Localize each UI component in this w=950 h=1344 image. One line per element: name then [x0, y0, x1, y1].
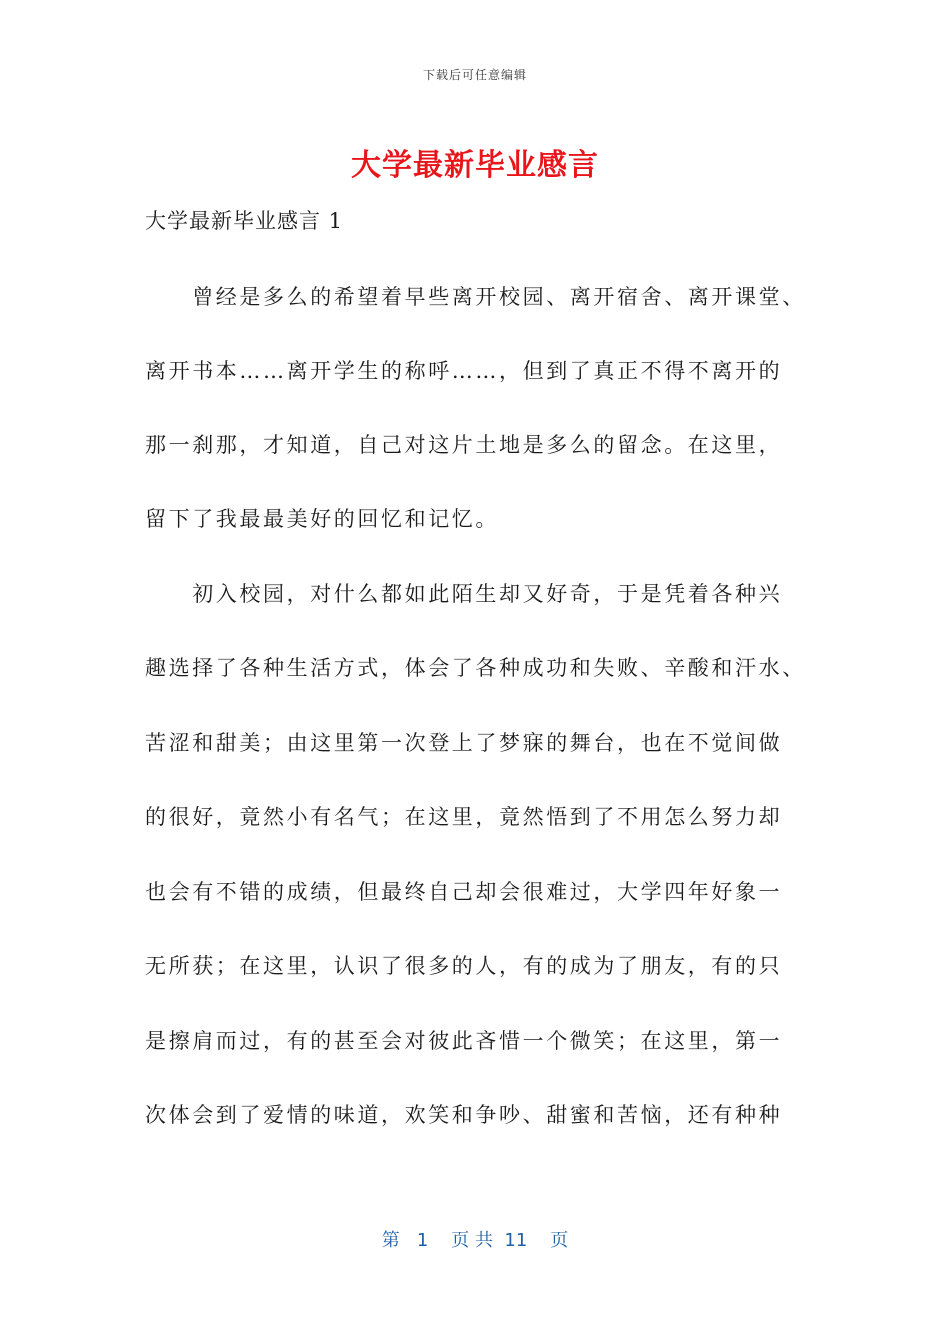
section-heading: 大学最新毕业感言 1: [145, 209, 344, 233]
paragraph-line: 离开书本……离开学生的称呼……，但到了真正不得不离开的: [145, 359, 783, 383]
paragraph-line: 趣选择了各种生活方式，体会了各种成功和失败、辛酸和汗水、: [145, 656, 806, 680]
paragraph-line: 次体会到了爱情的味道，欢笑和争吵、甜蜜和苦恼，还有种种: [145, 1103, 783, 1127]
paragraph-line: 是擦肩而过，有的甚至会对彼此吝惜一个微笑；在这里，第一: [145, 1029, 783, 1053]
paragraph-line: 初入校园，对什么都如此陌生却又好奇，于是凭着各种兴: [145, 582, 783, 606]
document-title: 大学最新毕业感言: [351, 148, 599, 183]
paragraph-line: 苦涩和甜美；由这里第一次登上了梦寐的舞台，也在不觉间做: [145, 731, 783, 755]
paragraph-line: 留下了我最最美好的回忆和记忆。: [145, 507, 499, 531]
page-number-footer: 第 1 页 共 11 页: [381, 1230, 569, 1251]
header-note: 下载后可任意编辑: [422, 68, 527, 82]
paragraph-line: 曾经是多么的希望着早些离开校园、离开宿舍、离开课堂、: [145, 285, 806, 309]
paragraph-line: 的很好，竟然小有名气；在这里，竟然悟到了不用怎么努力却: [145, 805, 783, 829]
paragraph-line: 也会有不错的成绩，但最终自己却会很难过，大学四年好象一: [145, 880, 783, 904]
paragraph-line: 无所获；在这里，认识了很多的人，有的成为了朋友，有的只: [145, 954, 783, 978]
paragraph-line: 那一刹那，才知道，自己对这片土地是多么的留念。在这里，: [145, 433, 783, 457]
